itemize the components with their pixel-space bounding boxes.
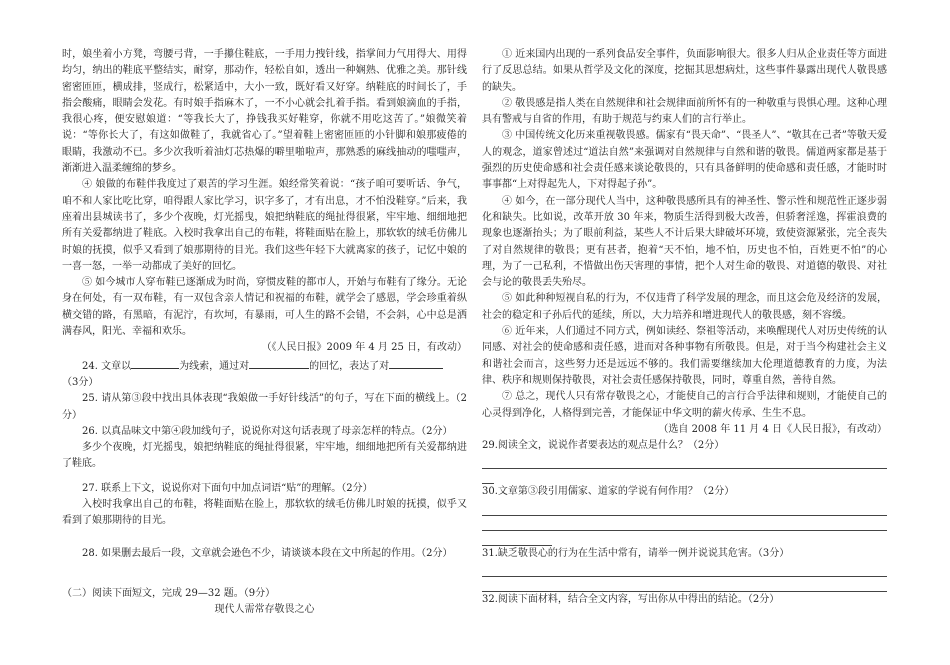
passage-paragraph: ① 近来国内出现的一系列食品安全事件，负面影响很大。很多人归从企业责任等方面进行了反思总结。如果从哲学及文化的深度，挖掘其思想病灶，这些事件暴露出现代人敬畏感的缺失。 [482,49,887,93]
answer-line[interactable] [482,516,887,531]
question-25: 25. 请从第③段中找出具体表现“我娘做一手好针线活”的句子，写在下面的横线上。（2分） [62,393,467,421]
answer-line[interactable] [482,469,494,484]
question-26-quote: 多少个夜晚，灯光摇曳，娘把纳鞋底的绳扯得很紧，牢牢地，细细地把所有关爱都纳进了鞋底。 [62,442,467,470]
right-column [482,47,887,608]
source-citation: （选自 2008 年 11 月 4 日《人民日报》，有改动） [658,423,887,435]
question-26: 26. 以真品味文中第④段加线句子，说说你对这句话表现了母亲怎样的特点。（2分） [82,425,453,437]
article-title: 现代人需常存敬畏之心 [214,604,315,616]
answer-blank[interactable] [131,357,179,369]
passage-paragraph: ⑦ 总之，现代人只有常存敬畏之心，才能使自己的言行合乎法律和规则，才能使自己的心灵得到净化，人格得到完善，才能保证中华文明的薪火传承、生生不息。 [482,391,887,419]
source-citation: （《人民日报》2009 年 4 月 25 日，有改动） [261,342,467,354]
answer-line[interactable] [482,501,887,516]
passage-paragraph: ④ 如今，在一部分现代人当中，这种敬畏感所具有的神圣性、警示性和规范性正逐步弱化和缺失。比如说，改革开放 30 年来，物质生活得到极大改善，但骄奢淫逸，挥霍浪费的现象也逐渐抬头；为了眼前利益，某些人不计后果大肆破坏环境，致使资源紧张，完全丧失了对自然规律的敬畏；更有甚者，抱着“天不怕，地不怕，历史也不怕，百姓更不怕”的心理，为了一己私利，不惜做出伤天害理的事情，把个人对生命的敬畏、对道德的敬畏、对社会与论的敬畏丢失殆尽。 [482,195,887,289]
passage-paragraph: 时，娘坐着小方凳，弯腰弓背，一手攥住鞋底，一手用力拽针线，指掌间力气用得大、用得均匀，纳出的鞋底平整结实，耐穿，那动作，轻松自如，透出一种娴熟、优雅之美。那针线密密匝匝，横成排，竖成行，松紧适中，大小一致，既好看又好穿。纳鞋底的时间长了，手指会酸痛，眼睛会发花。有时娘手指麻木了，一不小心就会扎着手指。看到娘滴血的手指，我很心疼，便安慰娘道：“等我长大了，挣钱我买好鞋穿，你就不用吃这苦了。”娘微笑着说：“等你长大了，有这如做鞋了，我就省心了。”望着鞋上密密匝匝的小针脚和娘那疲倦的眼睛，我激动不已。多少次我听着油灯芯热爆的噼里啪啦声，那熟悉的麻线抽动的嗤嗤声，渐渐进入温柔缠绵的梦乡。 [62,49,467,175]
answer-line[interactable] [482,531,552,546]
question-32: 32.阅读下面材料，结合全文内容，写出你从中得出的结论。（2分） [482,594,780,606]
question-30: 30.文章第③段引用儒家、道家的学说有何作用？（2分） [482,486,735,498]
answer-blank[interactable] [249,357,309,369]
question-27: 27. 联系上下文，说说你对下面句中加点词语“贴”的理解。（2分） [82,482,373,494]
question-31: 31.缺乏敬畏心的行为在生活中常有，请举一例并说说其危害。（3分） [482,547,790,559]
answer-line[interactable] [482,577,887,592]
question-28: 28. 如果删去最后一段，文章就会逊色不少，请谈谈本段在文中所起的作用。（2分） [82,547,453,559]
passage-paragraph: ⑤ 如今城市人穿布鞋已逐渐成为时尚，穿惯皮鞋的都市人，开始与布鞋有了缘分。无论身在何处，有一双布鞋，有一双包含亲人情记和祝福的布鞋，就学会了感恩，学会珍重着纵横交错的路，有黑暗，有泥泞，有坎坷，有暴雨，可人生的路不会错，不会斜，心中总是洒满春风，阳光、幸福和欢乐。 [62,277,467,338]
question-29: 29.阅读全文，说说作者要表达的观点是什么？（2分） [482,440,725,452]
passage-paragraph: ③ 中国传统文化历来重视敬畏感。儒家有“畏天命”、“畏圣人”、“敬其在己者”等敬天爱人的观念，道家曾述过“道法自然”来强调对自然规律与自然和谐的敬畏。儒道两家都是基于强烈的历史使命感和社会责任感来谈论敬畏的，只有具备鲜明的使命感和责任感，才能时时事事都“上对得起先人，下对得起子孙”。 [482,130,887,191]
question-24: 24. 文章以 为线索，通过对 的回忆，表达了对 （3分） [62,357,467,392]
answer-blank[interactable] [389,357,443,369]
passage-paragraph: ④ 娘做的布鞋伴我度过了艰苦的学习生涯。娘经常笑着说：“孩子咱可要听话、争气，咱不和人家比吃比穿，咱得跟人家比学习，识字多了，才有出息，才不怕没鞋穿。”后来，我座着出县城读书了，多少个夜晚，灯光摇曳，娘把纳鞋底的绳扯得很紧，牢牢地、细细地把所有关爱都纳进了鞋底。入校时我拿出自己的布鞋，将鞋面贴在脸上，那软软的绒毛仿佛儿时娘的抚摸，似乎又看到了娘那期待的目光。我们这些年轻下大就离家的孩子，记忆中娘的一喜一怒，一举一动都成了美好的回忆。 [62,179,467,272]
section-heading: （二）阅读下面短文，完成 29—32 题。（9分） [62,587,276,599]
passage-paragraph: ⑤ 如此种种短视自私的行为，不仅违背了科学发展的理念，而且这会危及经济的发展，社会的稳定和子孙后代的延续，所以，大力培养和增进现代人的敬畏感，刻不容缓。 [482,293,887,321]
answer-line[interactable] [482,454,887,469]
question-27-quote: 入校时我拿出自己的布鞋，将鞋面贴在脸上，那软软的绒毛仿佛儿时娘的抚摸，似乎又看到了娘那期待的目光。 [62,499,467,527]
left-column [62,47,467,619]
passage-paragraph: ② 敬畏感是指人类在自然规律和社会规律面前所怀有的一种敬重与畏惧心理。这种心理具有警戒与自省的作用，有助于规范与约束人们的言行举止。 [482,97,887,126]
passage-paragraph: ⑥ 近年来，人们通过不同方式，例如读经、祭祖等活动，来唤醒现代人对历史传统的认同感、对社会的使命感和责任感，进而对各种事物有所敬畏。但是，对于当今构建社会主义和谐社会而言，这些努力还是远远不够的。我们需要继续加大伦理道德教育的力度，为法律、秩序和规则保持敬畏，对社会责任感保持敬畏，同时，尊重自然，善待自然。 [482,326,887,386]
answer-line[interactable] [482,562,887,577]
